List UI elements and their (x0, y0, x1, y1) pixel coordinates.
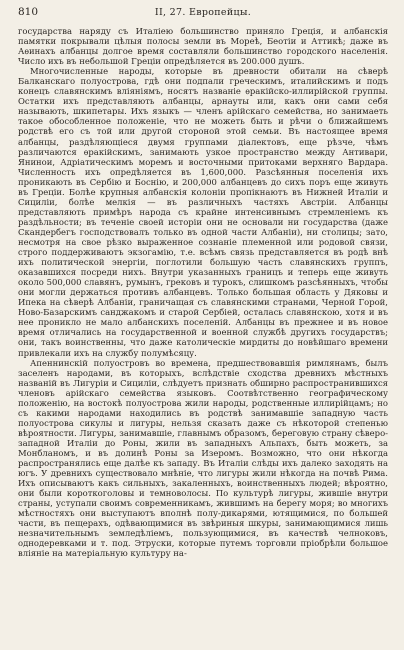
running-title: II, 27. Европейцы. (154, 7, 252, 18)
page-number: 810 (18, 6, 39, 18)
paragraph-1: государства наряду съ Италiею большинство приняло Грецiя, и албанскiя памятки покрывали цѣлыя полосы земли въ Мореѣ, Беотiи и Аттикѣ; даже въ Аѳинахъ албанцы долгое время составляли большинство городского населенiя. Число ихъ въ небольшой Грецiи опредѣляется въ 200.000 душъ. (18, 26, 388, 67)
page-header (18, 6, 388, 24)
paragraph-2: Многочисленные народы, которые въ древности обитали на сѣверѣ Балканскаго полуострова, гдѣ они подпали греческимъ, италийскимъ и подъ конецъ славянскимъ влiянiямъ, носятъ названiе ѳракiйско-иллирiйской группы. Остатки ихъ представляють албанцы, арнауты или, какъ они сами себя называють, шкипетары. Ихъ языкъ — членъ арiйскаго семейства, но занимаеть такое обособленное положенiе, что не можеть быть и рѣчи о ближайшемъ родствѣ его съ той или другой стороной этой семьи. Въ настоящее время албанцы, раздѣляющiеся двумя группами дiалектовъ, еще рѣзче, чѣмъ различаются ѳракiйскимъ, занимають узкое пространство между Антивари, Янинои, Адрiатическимъ моремъ и восточными притоками верхняго Вардара. Численность ихъ опредѣляется въ 1,600,000. Разсѣянныя поселенiя ихъ проникають въ Сербiю и Боснiю, и 200,000 албанцевъ до сихъ поръ еще живуть въ Грецiи. Болѣе крупныя албанскiя колонiи пропiкнаютъ въ Нижней Италiи и Сицилiи, болѣе мелкiя — въ различныхъ частяхъ Австрiи. Албанцы представляють примѣръ народа съ крайне интенсивнымъ стремленiемъ къ раздѣльности; въ теченiе своей исторiи они не основали ни государства (даже Скандербегъ господствовалъ только въ одной части Албанiи), ни столицы; зато, несмотря на свое рѣзко выраженное сознанiе племенной или родовой связи, строго поддерживаютъ экзогамiю, т.е. всѣмъ связь представляется въ родѣ внѣ ихъ политической энергiи, поглотили большую часть славянскихъ группъ, оказавшихся посреди нихъ. Внутри указанныхъ границъ и теперь еще живуть около 500,000 славянъ, румынъ, грековъ и турокъ, слишкомъ разсѣянныхъ, чтобы они могли держаться противъ албанцевъ. Только большая область у Дяковы и Ипека на сѣверѣ Албанiи, граничащая съ славянскими странами, Черной Горой, Ново-Базарскимъ санджакомъ и старой Сербiей, осталась славянскою, хотя и въ нее проникло не мало албанскихъ поселенiй. Албанцы въ прежнее и въ новое время отличались на государственной и военной службѣ другихъ государствъ; они, такъ воинственны, что даже католическiе мирдиты до новѣйшаго времени привлекали ихъ на службу полумѣсяцу. (18, 66, 388, 358)
page-body (18, 26, 388, 558)
paragraph-3: Апеннинскiй полуостровъ во времена, предшествовавшiя римлянамъ, былъ заселенъ народами, въ которыхъ, вслѣдствiе сходства древнихъ мѣстныхъ названiй въ Лигурiи и Сицилiи, слѣдуетъ признать обширно распространившихся членовъ арiйскаго семейства языковъ. Соотвѣтственно географическому положенiю, на востокѣ полуострова жили народы, родственные иллирiйцамъ; но съ какими народами находились въ родствѣ занимавшiе западную часть полуострова сикулы и лигуры, нельзя сказать даже съ нѣкоторой степенью вѣроятности. Лигуры, занимавшiе, главнымъ образомъ, береговую страну сѣверо-западной Италiи до Роны, жили въ западныхъ Альпахъ, быть можеть, за Монбланомъ, и въ долинѣ Роны за Изеромъ. Возможно, что они нѣкогда распространялись еще далѣе къ западу. Въ Италiи слѣды ихъ далеко заходять на югъ. У древнихъ существовало мнѣнiе, что лигуры жили нѣкогда на почвѣ Рима. Ихъ описываютъ какъ сильныхъ, закаленныхъ, воинственныхъ людей; вѣроятно, они были короткоголовы и темноволосы. По культурѣ лигуры, жившiе внутри страны, уступали своимъ современникамъ, жившимъ на берегу моря; во многихъ мѣстностяхъ они выступаютъ вполнѣ полу-дикарями, ютящимися, по большей части, въ пещерахъ, одѣвающимися въ звѣриныя шкуры, занимающимися лишь незначительнымъ земледѣлiемъ, пользующимися, въ качествѣ челноковъ, однодеревками и т. под. Этруски, которые путемъ торговли прiобрѣли большое влiянiе на матерiальную культуру на- (18, 357, 388, 559)
